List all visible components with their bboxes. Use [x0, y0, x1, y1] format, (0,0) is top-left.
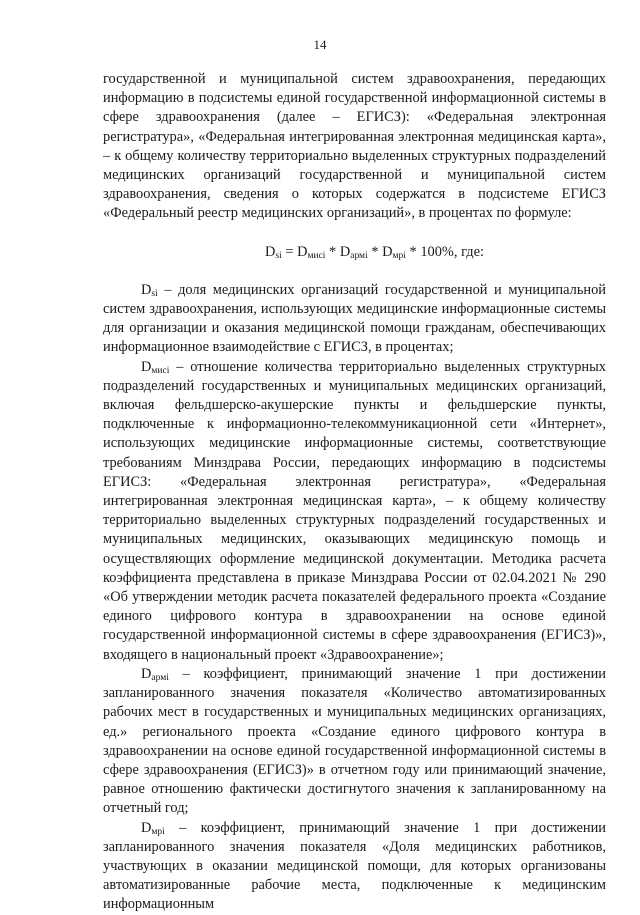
formula-tail: * 100%, где: — [405, 243, 484, 260]
formula-d1: D — [265, 243, 276, 260]
definition-dmis — [103, 358, 606, 665]
formula — [103, 243, 606, 262]
symbol-subscript: мрi — [151, 826, 165, 837]
symbol-d: D — [141, 358, 152, 375]
formula-sub2: мисi — [307, 250, 326, 261]
definition-text: – коэффициент, принимающий значение 1 при достижении запланированного значения показателя «Доля медицинских работников, участвующих в оказании медицинской помощи, для которых организованы автоматизированные рабочие места, подключенные к медицинским информационным — [103, 819, 606, 913]
symbol-d: D — [141, 819, 152, 836]
page-number: 14 — [313, 37, 327, 52]
symbol-subscript: армi — [151, 672, 169, 683]
formula-eq: = — [281, 243, 298, 260]
symbol-subscript: мисi — [151, 365, 170, 376]
formula-mul2: * — [367, 243, 383, 260]
definition-darm — [103, 665, 606, 819]
formula-sub4: мрi — [392, 250, 406, 261]
formula-d3: D — [339, 243, 351, 260]
definition-text: – отношение количества территориально выделенных структурных подразделений государственных и муниципальных медицинских организаций, включая фельдшерско-акушерские пункты и фельдшерские пункты, подключенные к информационно-телекоммуникационной сети «Интернет», использующих медицинские информационные системы, соответствующие требованиям Минздрава России, передающих информацию в подсистемы ЕГИСЗ: «Федеральная электронная регистратура», «Федеральная интегрированная электронная медицинская карта», – к общему количеству территориально выделенных структурных подразделений государственных и муниципальных медицинских, оказывающих медицинскую помощь и осуществляющих оформление медицинской документации. Методика расчета коэффициента представлена в приказе Минздрава России от 02.04.2021 № 290 «Об утверждении методик расчета показателей федерального проекта «Создание единого цифрового контура в здравоохранении на основе единой государственной информационной системы в сфере здравоохранения (ЕГИСЗ)», входящего в национальный проект «Здравоохранение»; — [103, 358, 606, 663]
formula-mul1: * — [325, 243, 340, 260]
definition-text: – доля медицинских организаций государственной и муниципальной систем здравоохранения, использующих медицинские информационные системы для организации и оказания медицинской помощи гражданам, обеспечивающих информационное взаимодействие с ЕГИСЗ, в процентах; — [103, 281, 606, 356]
formula-d4: D — [382, 243, 393, 260]
formula-d2: D — [297, 243, 308, 260]
symbol-subscript: si — [151, 288, 158, 299]
formula-sub1: si — [275, 250, 282, 261]
symbol-d: D — [141, 281, 152, 298]
definition-dmr — [103, 819, 606, 915]
paragraph-intro: государственной и муниципальной систем здравоохранения, передающих информацию в подсистемы единой государственной информационной системы в сфере здравоохранения (далее – ЕГИСЗ): «Федеральная электронная регистратура», «Федеральная интегрированная электронная медицинская карта», – к общему количеству территориально выделенных структурных подразделений медицинских организаций государственной и муниципальной систем здравоохранения, сведения о которых содержатся в подсистеме ЕГИСЗ «Федеральный реестр медицинских организаций», в процентах по формуле: — [103, 71, 606, 222]
formula-sub3: армi — [350, 250, 368, 261]
definition-dsi — [103, 281, 606, 358]
document-body — [103, 70, 606, 915]
symbol-d: D — [141, 665, 152, 682]
definition-text: – коэффициент, принимающий значение 1 при достижении запланированного значения показателя «Количество автоматизированных рабочих мест в государственных и муниципальных медицинских организациях, ед.» регионального проекта «Создание единого цифрового контура в здравоохранении на основе единой государственной информационной системы в сфере здравоохранения (ЕГИСЗ)» в отчетном году или принимающий значение, равное отношению фактически достигнутого значения к запланированному на отчетный год; — [103, 665, 606, 817]
